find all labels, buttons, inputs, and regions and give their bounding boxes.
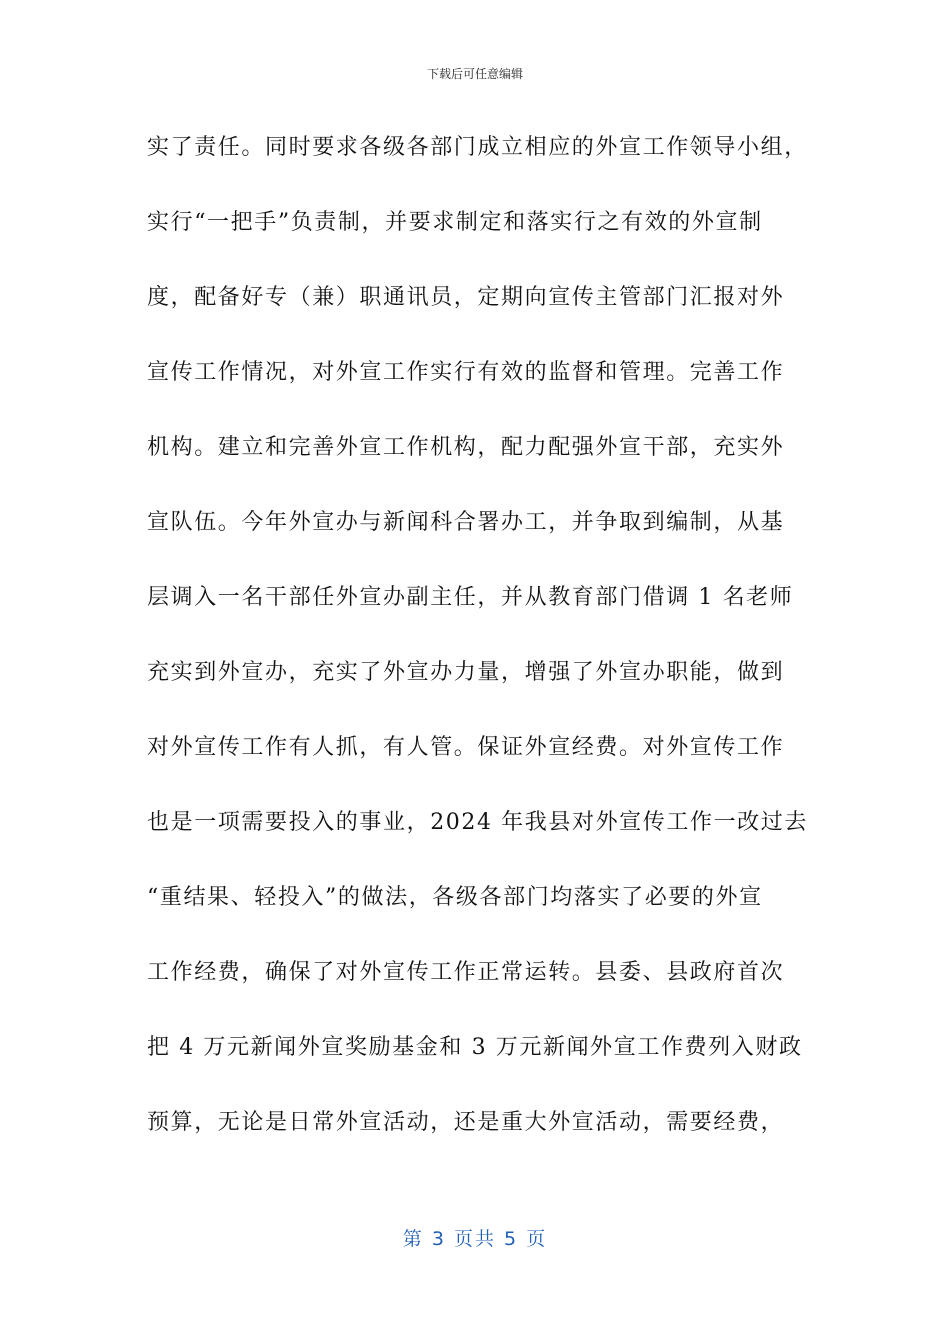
text-line: 度，配备好专（兼）职通讯员，定期向宣传主管部门汇报对外 <box>147 285 785 310</box>
total-pages-number: 5 <box>504 1228 519 1250</box>
text-line: 对外宣传工作有人抓，有人管。保证外宣经费。对外宣传工作 <box>147 735 785 760</box>
text-line: 也是一项需要投入的事业，2024 年我县对外宣传工作一改过去 <box>147 810 808 835</box>
body-text <box>147 126 817 1176</box>
text-line: 实行“一把手”负责制，并要求制定和落实行之有效的外宣制 <box>147 210 763 235</box>
text-line: “重结果、轻投入”的做法，各级各部门均落实了必要的外宣 <box>147 885 763 910</box>
text-line: 预算，无论是日常外宣活动，还是重大外宣活动，需要经费， <box>147 1110 785 1135</box>
page-footer <box>0 1226 950 1252</box>
text-line: 把 4 万元新闻外宣奖励基金和 3 万元新闻外宣工作费列入财政 <box>147 1035 803 1060</box>
page-header: 下载后可任意编辑 <box>426 67 523 81</box>
footer-middle: 页共 <box>453 1228 496 1250</box>
text-line: 层调入一名干部任外宣办副主任，并从教育部门借调 1 名老师 <box>147 585 794 610</box>
current-page-number: 3 <box>431 1228 446 1250</box>
text-line: 充实到外宣办，充实了外宣办力量，增强了外宣办职能，做到 <box>147 660 785 685</box>
footer-prefix: 第 <box>402 1228 424 1250</box>
text-line: 实了责任。同时要求各级各部门成立相应的外宣工作领导小组， <box>147 135 808 160</box>
text-line: 宣队伍。今年外宣办与新闻科合署办工，并争取到编制，从基 <box>147 510 785 535</box>
text-line: 工作经费，确保了对外宣传工作正常运转。县委、县政府首次 <box>147 960 785 985</box>
footer-suffix: 页 <box>526 1228 548 1250</box>
text-line: 机构。建立和完善外宣工作机构，配力配强外宣干部，充实外 <box>147 435 785 460</box>
text-line: 宣传工作情况，对外宣工作实行有效的监督和管理。完善工作 <box>147 360 785 385</box>
